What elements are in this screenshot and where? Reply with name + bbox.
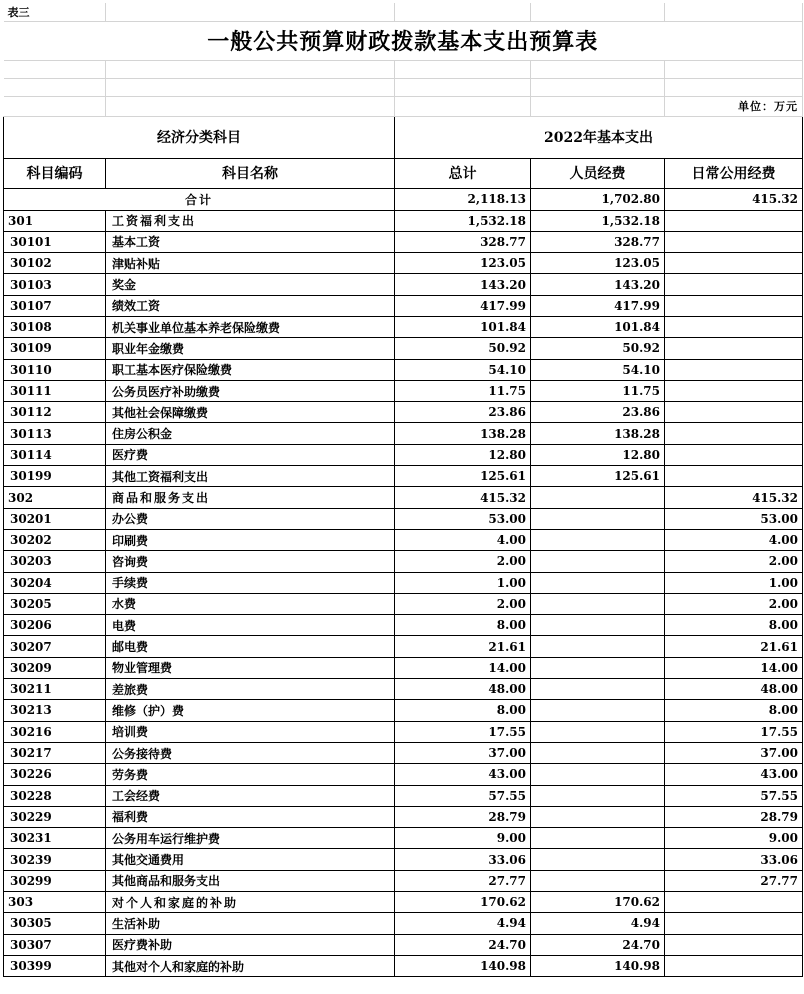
row-total: 140.98 [395, 955, 531, 976]
row-name: 福利费 [106, 806, 395, 827]
row-public: 2.00 [665, 551, 803, 572]
row-public: 8.00 [665, 700, 803, 721]
row-public [665, 380, 803, 401]
table-row [4, 700, 803, 721]
row-code: 30239 [4, 849, 106, 870]
row-public [665, 444, 803, 465]
row-personnel: 170.62 [531, 892, 665, 913]
row-code: 30114 [4, 444, 106, 465]
row-code: 30111 [4, 380, 106, 401]
row-personnel [531, 551, 665, 572]
row-total: 27.77 [395, 870, 531, 891]
row-personnel [531, 785, 665, 806]
row-name: 工资福利支出 [106, 210, 395, 231]
row-name: 奖金 [106, 274, 395, 295]
table-row [4, 274, 803, 295]
row-total: 1.00 [395, 572, 531, 593]
row-code: 30201 [4, 508, 106, 529]
row-code: 30110 [4, 359, 106, 380]
row-code: 30217 [4, 742, 106, 763]
row-name: 维修（护）费 [106, 700, 395, 721]
row-total: 8.00 [395, 615, 531, 636]
row-total: 328.77 [395, 231, 531, 252]
row-code: 30102 [4, 253, 106, 274]
table-row [4, 508, 803, 529]
row-personnel: 50.92 [531, 338, 665, 359]
row-personnel: 143.20 [531, 274, 665, 295]
row-total: 4.00 [395, 529, 531, 550]
table-row [4, 785, 803, 806]
row-total: 23.86 [395, 402, 531, 423]
row-code: 30199 [4, 466, 106, 487]
row-total: 57.55 [395, 785, 531, 806]
row-public [665, 466, 803, 487]
row-public: 37.00 [665, 742, 803, 763]
table-row [4, 806, 803, 827]
row-name: 水费 [106, 593, 395, 614]
row-total: 12.80 [395, 444, 531, 465]
row-personnel [531, 572, 665, 593]
header-row-2 [4, 158, 803, 188]
row-total: 9.00 [395, 828, 531, 849]
row-total: 1,532.18 [395, 210, 531, 231]
row-personnel: 23.86 [531, 402, 665, 423]
budget-table [3, 3, 803, 977]
row-name: 手续费 [106, 572, 395, 593]
table-row [4, 934, 803, 955]
group-row [4, 210, 803, 231]
row-personnel [531, 636, 665, 657]
row-personnel [531, 742, 665, 763]
row-total: 138.28 [395, 423, 531, 444]
row-name: 津贴补贴 [106, 253, 395, 274]
table-row [4, 231, 803, 252]
row-public [665, 423, 803, 444]
row-total: 54.10 [395, 359, 531, 380]
title-row [4, 21, 803, 60]
table-row [4, 253, 803, 274]
unit-row [4, 96, 803, 116]
row-personnel: 24.70 [531, 934, 665, 955]
row-total: 101.84 [395, 316, 531, 337]
table-row [4, 849, 803, 870]
row-personnel: 328.77 [531, 231, 665, 252]
row-name: 职工基本医疗保险缴费 [106, 359, 395, 380]
row-code: 30209 [4, 657, 106, 678]
row-name: 绩效工资 [106, 295, 395, 316]
row-code: 302 [4, 487, 106, 508]
row-public [665, 210, 803, 231]
total-public: 415.32 [665, 188, 803, 210]
table-row [4, 955, 803, 976]
row-code: 30206 [4, 615, 106, 636]
table-row [4, 295, 803, 316]
row-code: 30202 [4, 529, 106, 550]
row-code: 303 [4, 892, 106, 913]
row-name: 其他商品和服务支出 [106, 870, 395, 891]
row-personnel: 54.10 [531, 359, 665, 380]
table-row [4, 870, 803, 891]
row-total: 11.75 [395, 380, 531, 401]
table-row [4, 316, 803, 337]
row-name: 职业年金缴费 [106, 338, 395, 359]
row-name: 其他社会保障缴费 [106, 402, 395, 423]
row-personnel [531, 870, 665, 891]
row-personnel [531, 721, 665, 742]
col-name-header: 科目名称 [106, 158, 395, 188]
row-total: 125.61 [395, 466, 531, 487]
row-name: 公务接待费 [106, 742, 395, 763]
row-name: 医疗费 [106, 444, 395, 465]
table-row [4, 402, 803, 423]
table-row [4, 913, 803, 934]
table-row [4, 444, 803, 465]
row-public [665, 231, 803, 252]
row-code: 30207 [4, 636, 106, 657]
row-public: 33.06 [665, 849, 803, 870]
unit-label: 单位：万元 [665, 96, 803, 116]
row-total: 4.94 [395, 913, 531, 934]
col-code-header: 科目编码 [4, 158, 106, 188]
row-name: 工会经费 [106, 785, 395, 806]
row-public: 9.00 [665, 828, 803, 849]
row-public: 53.00 [665, 508, 803, 529]
row-code: 30204 [4, 572, 106, 593]
table-row [4, 466, 803, 487]
row-code: 30109 [4, 338, 106, 359]
row-total: 17.55 [395, 721, 531, 742]
row-personnel: 125.61 [531, 466, 665, 487]
row-name: 公务员医疗补助缴费 [106, 380, 395, 401]
row-personnel [531, 700, 665, 721]
row-name: 电费 [106, 615, 395, 636]
row-public: 1.00 [665, 572, 803, 593]
row-public [665, 934, 803, 955]
row-name: 生活补助 [106, 913, 395, 934]
table-row [4, 615, 803, 636]
row-name: 差旅费 [106, 679, 395, 700]
row-public: 21.61 [665, 636, 803, 657]
row-total: 43.00 [395, 764, 531, 785]
row-code: 30305 [4, 913, 106, 934]
row-code: 30103 [4, 274, 106, 295]
row-total: 8.00 [395, 700, 531, 721]
table-row [4, 551, 803, 572]
table-row [4, 529, 803, 550]
row-code: 30211 [4, 679, 106, 700]
row-personnel: 11.75 [531, 380, 665, 401]
row-name: 对个人和家庭的补助 [106, 892, 395, 913]
row-personnel [531, 657, 665, 678]
row-total: 53.00 [395, 508, 531, 529]
row-public: 28.79 [665, 806, 803, 827]
row-public [665, 295, 803, 316]
table-row [4, 593, 803, 614]
row-personnel: 123.05 [531, 253, 665, 274]
row-public: 27.77 [665, 870, 803, 891]
row-public: 17.55 [665, 721, 803, 742]
row-name: 劳务费 [106, 764, 395, 785]
table-row [4, 359, 803, 380]
row-total: 33.06 [395, 849, 531, 870]
row-code: 30112 [4, 402, 106, 423]
row-public: 8.00 [665, 615, 803, 636]
header-row-1 [4, 116, 803, 158]
row-name: 公务用车运行维护费 [106, 828, 395, 849]
row-code: 30226 [4, 764, 106, 785]
row-personnel [531, 764, 665, 785]
row-public [665, 402, 803, 423]
row-public [665, 316, 803, 337]
row-name: 培训费 [106, 721, 395, 742]
row-code: 30203 [4, 551, 106, 572]
row-public [665, 892, 803, 913]
row-public: 4.00 [665, 529, 803, 550]
row-public [665, 359, 803, 380]
row-name: 住房公积金 [106, 423, 395, 444]
row-personnel: 138.28 [531, 423, 665, 444]
row-code: 30307 [4, 934, 106, 955]
row-name: 商品和服务支出 [106, 487, 395, 508]
row-public: 43.00 [665, 764, 803, 785]
total-row [4, 188, 803, 210]
row-code: 30228 [4, 785, 106, 806]
row-total: 24.70 [395, 934, 531, 955]
row-name: 邮电费 [106, 636, 395, 657]
col-total-header: 总计 [395, 158, 531, 188]
table-row [4, 423, 803, 444]
table-row [4, 721, 803, 742]
row-personnel: 417.99 [531, 295, 665, 316]
table-row [4, 657, 803, 678]
row-name: 基本工资 [106, 231, 395, 252]
label-row [4, 3, 803, 21]
row-personnel: 140.98 [531, 955, 665, 976]
row-public: 415.32 [665, 487, 803, 508]
row-code: 30229 [4, 806, 106, 827]
row-total: 143.20 [395, 274, 531, 295]
row-code: 30299 [4, 870, 106, 891]
row-personnel [531, 529, 665, 550]
budget-year-header: 2022年基本支出 [395, 116, 803, 158]
econ-class-header: 经济分类科目 [4, 116, 395, 158]
row-personnel [531, 828, 665, 849]
row-public: 48.00 [665, 679, 803, 700]
row-total: 417.99 [395, 295, 531, 316]
row-code: 30213 [4, 700, 106, 721]
total-total: 2,118.13 [395, 188, 531, 210]
row-personnel [531, 593, 665, 614]
row-public [665, 274, 803, 295]
row-total: 170.62 [395, 892, 531, 913]
row-personnel: 4.94 [531, 913, 665, 934]
table-row [4, 679, 803, 700]
row-total: 48.00 [395, 679, 531, 700]
row-name: 其他对个人和家庭的补助 [106, 955, 395, 976]
row-name: 物业管理费 [106, 657, 395, 678]
row-code: 30399 [4, 955, 106, 976]
row-public: 57.55 [665, 785, 803, 806]
table-row [4, 636, 803, 657]
table-row [4, 742, 803, 763]
row-total: 28.79 [395, 806, 531, 827]
page-title: 一般公共预算财政拨款基本支出预算表 [4, 21, 803, 60]
group-row [4, 487, 803, 508]
row-total: 21.61 [395, 636, 531, 657]
row-total: 123.05 [395, 253, 531, 274]
row-personnel: 1,532.18 [531, 210, 665, 231]
sheet-label: 表三 [4, 3, 106, 21]
row-code: 30113 [4, 423, 106, 444]
row-total: 14.00 [395, 657, 531, 678]
row-name: 印刷费 [106, 529, 395, 550]
row-name: 医疗费补助 [106, 934, 395, 955]
row-personnel [531, 615, 665, 636]
row-total: 2.00 [395, 551, 531, 572]
row-public [665, 913, 803, 934]
row-personnel [531, 806, 665, 827]
row-code: 30108 [4, 316, 106, 337]
row-code: 301 [4, 210, 106, 231]
total-personnel: 1,702.80 [531, 188, 665, 210]
row-personnel [531, 849, 665, 870]
row-personnel: 101.84 [531, 316, 665, 337]
row-name: 其他工资福利支出 [106, 466, 395, 487]
row-code: 30231 [4, 828, 106, 849]
row-personnel [531, 679, 665, 700]
table-row [4, 828, 803, 849]
row-personnel: 12.80 [531, 444, 665, 465]
row-public [665, 338, 803, 359]
table-row [4, 764, 803, 785]
row-total: 50.92 [395, 338, 531, 359]
row-total: 37.00 [395, 742, 531, 763]
table-row [4, 338, 803, 359]
row-code: 30205 [4, 593, 106, 614]
table-row [4, 380, 803, 401]
row-code: 30216 [4, 721, 106, 742]
row-public [665, 955, 803, 976]
group-row [4, 892, 803, 913]
row-code: 30101 [4, 231, 106, 252]
row-public: 2.00 [665, 593, 803, 614]
row-code: 30107 [4, 295, 106, 316]
row-public [665, 253, 803, 274]
row-name: 其他交通费用 [106, 849, 395, 870]
row-total: 415.32 [395, 487, 531, 508]
row-personnel [531, 508, 665, 529]
row-total: 2.00 [395, 593, 531, 614]
row-personnel [531, 487, 665, 508]
row-name: 咨询费 [106, 551, 395, 572]
row-public: 14.00 [665, 657, 803, 678]
table-row [4, 572, 803, 593]
col-public-header: 日常公用经费 [665, 158, 803, 188]
row-name: 机关事业单位基本养老保险缴费 [106, 316, 395, 337]
row-name: 办公费 [106, 508, 395, 529]
total-label: 合计 [4, 188, 395, 210]
col-personnel-header: 人员经费 [531, 158, 665, 188]
